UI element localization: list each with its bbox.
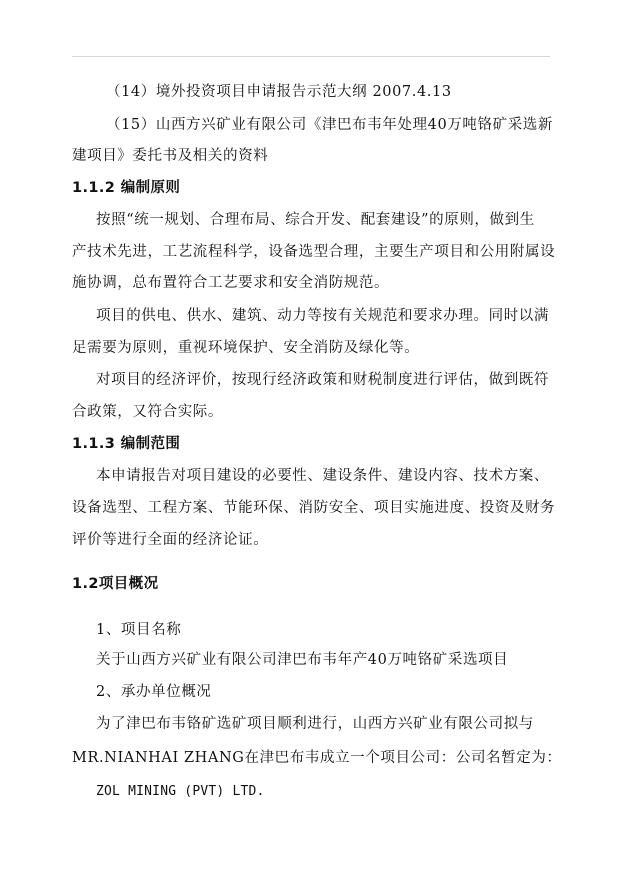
- reference-14: （14）境外投资项目申请报告示范大纲 2007.4.13: [106, 84, 452, 100]
- paragraph-2-line-2: 足需要为原则，重视环境保护、安全消防及绿化等。: [72, 340, 420, 356]
- paragraph-1-line-3: 施协调，总布置符合工艺要求和安全消防规范。: [72, 275, 390, 291]
- paragraph-2-line-1: 项目的供电、供水、建筑、动力等按有关规范和要求办理。同时以满: [96, 308, 549, 324]
- reference-15-line-2: 建项目》委托书及相关的资料: [72, 148, 269, 164]
- paragraph-3-line-1: 对项目的经济评价，按现行经济政策和财税制度进行评估，做到既符: [96, 372, 549, 388]
- company-name: ZOL MINING (PVT) LTD.: [96, 784, 265, 799]
- section-heading-1-1-3: 1.1.3 编制范围: [72, 436, 181, 452]
- paragraph-1-line-1: 按照“统一规划、合理布局、综合开发、配套建设”的原则，做到生: [96, 212, 535, 228]
- section-heading-1-2: 1.2项目概况: [72, 576, 159, 592]
- item-1-label: 1、项目名称: [96, 622, 182, 638]
- paragraph-5-line-1: 为了津巴布韦铬矿选矿项目顺利进行，山西方兴矿业有限公司拟与: [96, 716, 534, 732]
- paragraph-4-line-2: 设备选型、工程方案、节能环保、消防安全、项目实施进度、投资及财务: [72, 500, 556, 516]
- paragraph-3-line-2: 合政策，又符合实际。: [72, 404, 223, 420]
- paragraph-5-line-2: MR.NIANHAI ZHANG在津巴布韦成立一个项目公司：公司名暂定为：: [72, 750, 562, 766]
- header-rule: [72, 56, 550, 57]
- item-2-label: 2、承办单位概况: [96, 684, 212, 700]
- paragraph-4-line-3: 评价等进行全面的经济论证。: [72, 532, 269, 548]
- paragraph-4-line-1: 本申请报告对项目建设的必要性、建设条件、建设内容、技术方案、: [96, 468, 549, 484]
- section-heading-1-1-2: 1.1.2 编制原则: [72, 180, 181, 196]
- item-1-text: 关于山西方兴矿业有限公司津巴布韦年产40万吨铬矿采选项目: [96, 652, 509, 668]
- reference-15-line-1: （15）山西方兴矿业有限公司《津巴布韦年处理40万吨铬矿采选新: [106, 117, 553, 133]
- paragraph-1-line-2: 产技术先进，工艺流程科学，设备选型合理，主要生产项目和公用附属设: [72, 244, 556, 260]
